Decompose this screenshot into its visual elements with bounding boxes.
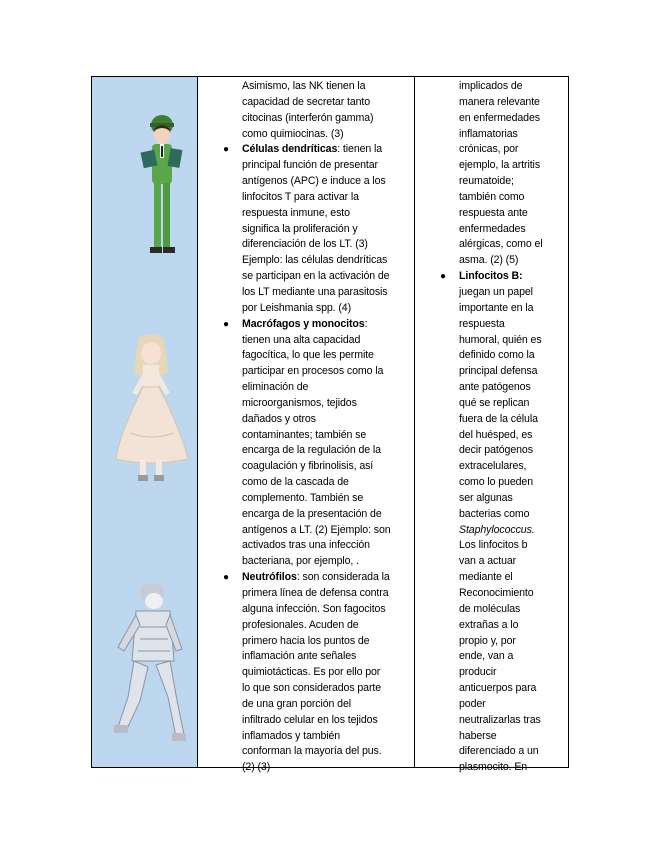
text-fragment: : tienen la: [337, 143, 383, 156]
text-line: poder: [459, 697, 486, 710]
right-column-text: [440, 79, 567, 776]
text-line: inflamados y también: [242, 729, 341, 742]
text-line: quimiotácticas. Es por ello por: [242, 666, 381, 679]
text-line: manera relevante: [459, 95, 540, 108]
text-line: lo que son considerados parte: [242, 682, 382, 695]
text-line: eliminación de: [242, 381, 309, 394]
text-line: encarga de la regulación de la: [242, 444, 381, 457]
text-line: activados tras una infección: [242, 539, 370, 552]
text-line: Asimismo, las NK tienen la: [242, 80, 366, 92]
text-line: Ejemplo: las células dendríticas: [242, 254, 388, 267]
bullet-item-macrophages: [223, 317, 414, 333]
text-line: Los linfocitos b: [459, 539, 528, 552]
text-line: ante patógenos: [459, 381, 531, 394]
text-line: haberse: [459, 729, 497, 742]
term-dendritic-cells: Células dendríticas: [242, 143, 338, 156]
bullet-item-b-cells: [440, 269, 567, 285]
text-line: ende, van a: [459, 650, 514, 663]
right-column: [415, 77, 568, 774]
macrophage-character-illustration: [110, 333, 192, 483]
text-line: primera línea de defensa contra: [242, 587, 389, 599]
text-line: capacidad de secretar tanto: [242, 95, 371, 108]
text-line: extracelulares,: [459, 460, 527, 473]
text-fragment: : son considerada la: [296, 571, 390, 584]
text-line-italic: [459, 523, 567, 539]
text-line: como quimiocinas. (3): [242, 127, 344, 140]
text-line: profesionales. Acuden de: [242, 618, 359, 631]
text-line: también como: [459, 190, 525, 203]
text-line: linfocitos T para activar la: [242, 190, 359, 203]
text-line: diferenciación de los LT. (3): [242, 238, 368, 251]
text-line: alérgicas, como el: [459, 238, 543, 251]
text-line: producir: [459, 666, 497, 679]
neutrophil-character-illustration: [110, 577, 192, 747]
text-line: citocinas (interferón gamma): [242, 111, 374, 124]
text-line: bacterias como: [459, 507, 530, 520]
text-line: de moléculas: [459, 602, 521, 615]
text-line: fuera de la célula: [459, 412, 538, 425]
term-neutrophils: Neutrófilos: [242, 571, 297, 584]
text-line: principal función de presentar: [242, 159, 378, 172]
text-line: Reconocimiento: [459, 587, 534, 599]
text-line: (2) (3): [242, 761, 271, 774]
text-line: respuesta: [459, 317, 505, 330]
text-line: juegan un papel: [459, 285, 533, 298]
text-line: asma. (2) (5): [459, 254, 519, 267]
text-line: ser algunas: [459, 491, 513, 504]
text-fragment: :: [364, 317, 368, 330]
middle-column-text: [223, 79, 414, 776]
text-line: enfermedades: [459, 222, 526, 235]
term-staphylococcus: Staphylococcus.: [459, 523, 535, 536]
text-line: microorganismos, tejidos: [242, 396, 357, 409]
text-line: alguna infección. Son fagocitos: [242, 602, 386, 615]
bullet-icon: ●: [223, 318, 229, 330]
text-line: qué se replican: [459, 396, 530, 409]
text-line: respuesta ante: [459, 206, 528, 219]
text-line: reumatoide;: [459, 175, 514, 188]
text-line: inflamatorias: [459, 127, 518, 140]
text-line: significa la proliferación y: [242, 222, 358, 235]
text-line: implicados de: [459, 80, 523, 92]
bullet-icon: ●: [440, 271, 446, 283]
text-line: tienen una alta capacidad: [242, 333, 361, 346]
text-line: ejemplo, la artritis: [459, 159, 541, 172]
term-b-cells: Linfocitos B:: [459, 270, 523, 283]
text-line: fagocítica, lo que les permite: [242, 349, 374, 362]
text-line: como lo pueden: [459, 476, 533, 489]
text-line: bacteriana, por ejemplo, .: [242, 555, 359, 568]
text-line: plasmocito. En: [459, 761, 528, 774]
text-line: antígenos (APC) e induce a los: [242, 175, 386, 188]
text-line: diferenciado a un: [459, 745, 539, 758]
text-line: por Leishmania spp. (4): [242, 301, 351, 314]
text-line: neutralizarlas tras: [459, 713, 541, 726]
text-line: del huésped, es: [459, 428, 533, 441]
bullet-icon: ●: [223, 144, 229, 156]
text-line: mediante el: [459, 571, 513, 584]
text-line: los LT mediante una parasitosis: [242, 285, 388, 298]
text-line: encarga de la presentación de: [242, 507, 382, 520]
text-line: infiltrado celular en los tejidos: [242, 713, 378, 726]
text-line: definido como la: [459, 349, 535, 362]
text-line: humoral, quién es: [459, 333, 542, 346]
text-line: van a actuar: [459, 555, 517, 568]
text-line: decir patógenos: [459, 444, 533, 457]
text-line: complemento. También se: [242, 491, 364, 504]
text-line: anticuerpos para: [459, 682, 537, 695]
bullet-item-dendritic: [223, 142, 414, 158]
text-line: respuesta inmune, esto: [242, 206, 350, 219]
text-line: antígenos a LT. (2) Ejemplo: son: [242, 523, 391, 536]
cell-types-table: [91, 76, 569, 774]
term-macrophages: Macrófagos y monocitos: [242, 317, 365, 330]
text-line: contaminantes; también se: [242, 428, 367, 441]
text-line: participar en procesos como la: [242, 365, 384, 378]
text-line: principal defensa: [459, 365, 538, 378]
text-line: coagulación y fibrinolisis, así: [242, 460, 374, 473]
illustration-column: [92, 77, 198, 767]
text-line: extrañas a lo: [459, 618, 519, 631]
text-line: primero hacia los puntos de: [242, 634, 370, 647]
text-line: propio y, por: [459, 634, 516, 647]
text-line: dañados y otros: [242, 412, 316, 425]
dendritic-cell-character-illustration: [136, 111, 188, 269]
text-line: como de la cascada de: [242, 476, 349, 489]
text-line: en enfermedades: [459, 111, 540, 124]
bullet-icon: ●: [223, 572, 229, 584]
text-line: se participan en la activación de: [242, 270, 390, 283]
text-line: de una gran porción del: [242, 697, 352, 710]
text-line: inflamación ante señales: [242, 650, 357, 663]
text-line: conforman la mayoría del pus.: [242, 745, 382, 758]
text-line: importante en la: [459, 301, 534, 314]
middle-column: [198, 77, 415, 774]
bullet-item-neutrophils: [223, 570, 414, 586]
text-line: crónicas, por: [459, 143, 519, 156]
